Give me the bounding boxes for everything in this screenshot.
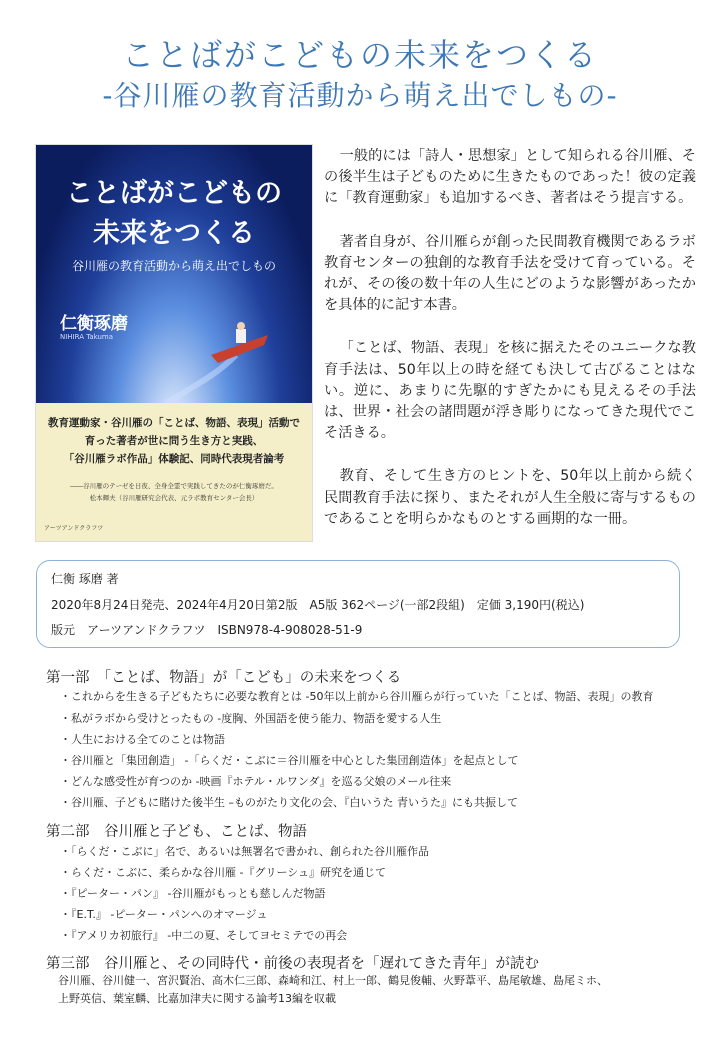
- part1-item: ・どんな感受性が育つのか -映画『ホテル・ルワンダ』を巡る父娘のメール往来: [60, 775, 452, 788]
- part3-title: 第三部 谷川雁と、その同時代・前後の表現者を「遅れてきた青年」が読む: [46, 956, 539, 972]
- part1-item: ・谷川雁、子どもに賭けた後半生 –ものがたり文化の会、『白いうた 青いうた』にも共振して: [60, 796, 518, 809]
- part1-item: ・私がラボから受けとったもの -度胸、外国語を使う能力、物語を愛する人生: [60, 712, 442, 725]
- cover-band-line3: 「谷川雁ラボ作品」体験記、同時代表現者論考: [63, 453, 285, 465]
- cover-band-line1: 教育運動家・谷川雁の「ことば、物語、表現」活動で: [48, 417, 300, 429]
- description-paragraph: 著者自身が、谷川雁らが創った民間教育機関であるラボ教育センターの独創的な教育手法を受けて育っている。それが、その後の数十年の人生にどのような影響があったかを具体的に記す本書。: [324, 233, 696, 314]
- description-paragraph: 「ことば、物語、表現」を核に据えたそのユニークな教育手法は、50年以上の時を経ても決して古びることはない。逆に、あまりに先駆的すぎたかにも見えるその手法は、世界・社会の諸問題が浮き彫りになってきた現代でこそ活きる。: [324, 340, 696, 442]
- part1-title: 第一部 「ことば、物語」が「こども」の未来をつくる: [46, 670, 402, 686]
- part3-authors-line1: 谷川雁、谷川健一、宮沢賢治、高木仁三郎、森崎和江、村上一郎、鶴見俊輔、火野葦平、島尾敏雄、島尾ミホ、: [58, 974, 608, 987]
- book-cover: [36, 145, 312, 541]
- info-release: 2020年8月24日発売、2024年4月20日第2版 A5版 362ページ(一部2段組) 定価 3,190円(税込): [51, 598, 585, 612]
- cover-title-line1: ことばがこどもの: [66, 178, 282, 209]
- cover-title-line2: 未来をつくる: [93, 218, 255, 249]
- page-title: ことばがこどもの未来をつくる: [121, 36, 598, 74]
- description-paragraph: 教育、そして生き方のヒントを、50年以上前から続く民間教育手法に探り、またそれが人生全般に寄与するものであることを明らかなものとする画期的な一冊。: [324, 468, 696, 527]
- part1-item: ・これからを生きる子どもたちに必要な教育とは -50年以上前から谷川雁らが行っていた「ことば、物語、表現」の教育: [60, 690, 654, 703]
- cover-subtitle: 谷川雁の教育活動から萌え出でしもの: [71, 259, 276, 273]
- part1-item: ・谷川雁と「集団創造」 -「らくだ・こぶに＝谷川雁を中心とした集団創造体」を起点として: [60, 754, 519, 767]
- book-info-box: [36, 560, 680, 648]
- part2-item: ・『アメリカ初旅行』 -中二の夏、そしてヨセミテでの再会: [60, 929, 348, 942]
- cover-band: [36, 403, 312, 541]
- part2-item: ・「らくだ・こぶに」名で、あるいは無署名で書かれ、創られた谷川雁作品: [60, 845, 429, 858]
- part2-item: ・『ピーター・パン』 -谷川雁がもっとも慈しんだ物語: [60, 887, 326, 900]
- description-paragraph: 一般的には「詩人・思想家」として知られる谷川雁、その後半生は子どものために生きたものであった！彼の定義に「教育運動家」も追加するべき、著者はそう提言する。: [324, 148, 696, 207]
- info-publisher: 版元 アーツアンドクラフツ ISBN978-4-908028-51-9: [51, 623, 363, 637]
- boat-illustration: [156, 315, 276, 403]
- part1-item: ・人生における全てのことは物語: [60, 733, 225, 746]
- cover-author-en: NIHIRA Takuma: [60, 333, 114, 341]
- part2-item: ・『E.T.』 -ピーター・パンへのオマージュ: [60, 908, 268, 921]
- page-subtitle: -谷川雁の教育活動から萌え出でしもの-: [102, 79, 618, 112]
- cover-band-line2: 育った著者が世に問う生き方と実践、: [84, 435, 264, 447]
- cover-publisher: アーツアンドクラフツ: [44, 525, 104, 532]
- cover-author: 仁衡琢磨: [60, 314, 128, 334]
- cover-quote-line1: ――谷川雁のテーゼを日夜、全身全霊で実践してきたのが仁衡琢磨だ。: [70, 482, 278, 490]
- info-author: 仁衡 琢磨 著: [51, 572, 119, 586]
- part2-title: 第二部 谷川雁と子ども、ことば、物語: [46, 824, 307, 840]
- part3-authors-line2: 上野英信、葉室麟、比嘉加津夫に関する論考13編を収載: [58, 992, 336, 1005]
- cover-quote-line2: 松本輝夫（谷川雁研究会代表、元ラボ教育センター会長）: [89, 494, 259, 502]
- book-description: [324, 146, 696, 552]
- part2-item: ・らくだ・こぶに、柔らかな谷川雁 -『グリーシュ』研究を通じて: [60, 866, 387, 879]
